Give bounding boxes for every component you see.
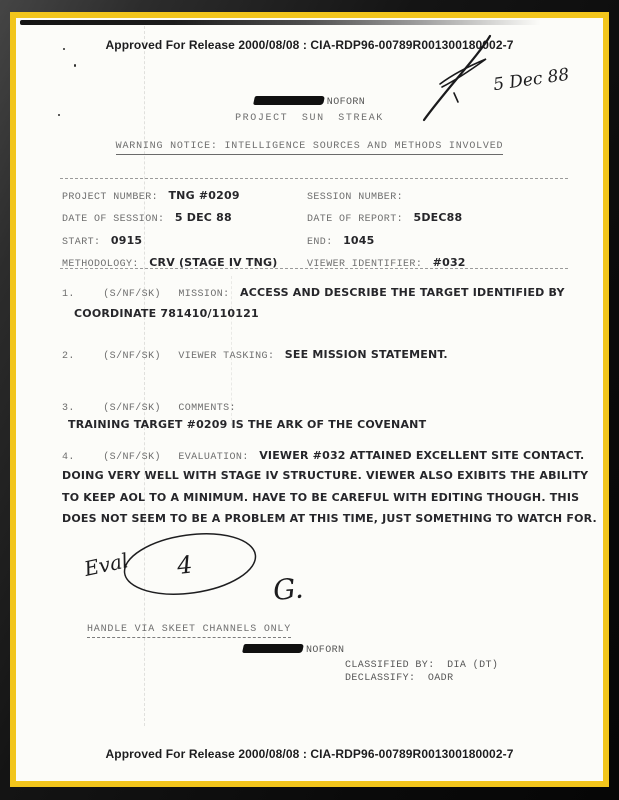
declassify-label: DECLASSIFY:	[345, 673, 416, 684]
field-label: METHODOLOGY:	[62, 259, 139, 270]
field-start-time	[62, 231, 142, 249]
section-number: 1.	[62, 289, 75, 300]
section-mission	[62, 283, 565, 301]
footer-approval-line: Approved For Release 2000/08/08 : CIA-RDP96-00789R001300180002-7	[105, 747, 514, 761]
handwritten-text: TRAINING TARGET #0209 IS THE ARK OF THE COVENANT	[68, 418, 427, 431]
handling-caveat: HANDLE VIA SKEET CHANNELS ONLY	[87, 624, 291, 638]
declassify-line	[345, 667, 453, 685]
classification-suffix: NOFORN	[326, 97, 366, 108]
warning-notice: WARNING NOTICE: INTELLIGENCE SOURCES AND METHODS INVOLVED	[116, 141, 504, 155]
handwritten-coordinate: COORDINATE 781410/110121	[74, 307, 259, 320]
eval-score: 4	[175, 550, 194, 580]
redaction-bar	[253, 96, 325, 105]
classification-marking-top	[16, 91, 603, 109]
scan-smear-artifact	[20, 20, 568, 25]
field-label: DATE OF SESSION:	[62, 214, 165, 225]
field-project-number	[62, 186, 240, 204]
scan-speck	[74, 64, 76, 67]
field-label: START:	[62, 237, 101, 248]
classified-by-label: CLASSIFIED BY:	[345, 660, 435, 671]
field-value: #032	[432, 256, 466, 269]
classification-caveat: (S/NF/SK)	[103, 403, 161, 414]
classified-by-value: DIA (DT)	[447, 660, 499, 671]
document-page	[16, 18, 603, 781]
field-methodology	[62, 253, 277, 271]
section-comments	[62, 397, 603, 433]
field-session-number	[307, 186, 409, 204]
section-viewer-tasking	[62, 345, 448, 363]
handwritten-text: ACCESS AND DESCRIBE THE TARGET IDENTIFIED BY	[240, 286, 565, 299]
field-value: 5DEC88	[413, 211, 463, 224]
field-value: 5 DEC 88	[174, 211, 232, 224]
eval-word: Eval	[82, 548, 131, 581]
classification-caveat: (S/NF/SK)	[103, 351, 161, 362]
field-viewer-identifier	[307, 253, 466, 271]
classification-marking-bottom	[243, 639, 344, 657]
header-approval-line: Approved For Release 2000/08/08 : CIA-RDP96-00789R001300180002-7	[105, 38, 514, 52]
field-value: TNG #0209	[168, 189, 240, 202]
separator-line	[60, 178, 568, 179]
field-label: SESSION NUMBER:	[307, 192, 404, 203]
gold-frame	[10, 12, 609, 787]
field-value: CRV (STAGE IV TNG)	[149, 256, 278, 269]
handwritten-text: TO KEEP AOL TO A MINIMUM. HAVE TO BE CAREFUL WITH EDITING THOUGH. THIS	[62, 491, 580, 504]
classification-suffix: NOFORN	[306, 645, 345, 656]
handwritten-text: VIEWER #032 ATTAINED EXCELLENT SITE CONTACT.	[259, 449, 585, 462]
field-date-of-report	[307, 208, 462, 226]
section-number: 2.	[62, 351, 75, 362]
classification-caveat: (S/NF/SK)	[103, 452, 161, 463]
field-label: DATE OF REPORT:	[307, 214, 404, 225]
field-value: 0915	[110, 234, 143, 247]
handwritten-text: DOING VERY WELL WITH STAGE IV STRUCTURE. VIEWER ALSO EXIBITS THE ABILITY	[62, 469, 589, 482]
handwritten-date: 5 Dec 88	[491, 64, 571, 96]
section-number: 3.	[62, 403, 75, 414]
field-end-time	[307, 231, 374, 249]
declassify-value: OADR	[427, 673, 454, 684]
handwritten-text: SEE MISSION STATEMENT.	[284, 348, 448, 361]
signature: G.	[271, 571, 305, 607]
redaction-bar	[242, 644, 304, 653]
section-label: MISSION:	[178, 289, 230, 300]
field-value: 1045	[343, 234, 375, 247]
section-label: COMMENTS:	[178, 403, 236, 414]
handwritten-text: DOES NOT SEEM TO BE A PROBLEM AT THIS TIME, JUST SOMETHING TO WATCH FOR.	[62, 512, 597, 525]
handling-caveat-row	[87, 618, 291, 636]
eval-annotation	[78, 524, 338, 616]
warning-notice-row	[16, 135, 603, 153]
field-label: VIEWER IDENTIFIER:	[307, 259, 423, 270]
section-label: VIEWER TASKING:	[178, 351, 275, 362]
section-label: EVALUATION:	[178, 452, 249, 463]
project-title: PROJECT SUN STREAK	[235, 113, 384, 124]
field-date-of-session	[62, 208, 232, 226]
field-label: PROJECT NUMBER:	[62, 192, 159, 203]
classification-caveat: (S/NF/SK)	[103, 289, 161, 300]
section-number: 4.	[62, 452, 75, 463]
section-evaluation	[62, 446, 584, 464]
field-label: END:	[307, 237, 333, 248]
